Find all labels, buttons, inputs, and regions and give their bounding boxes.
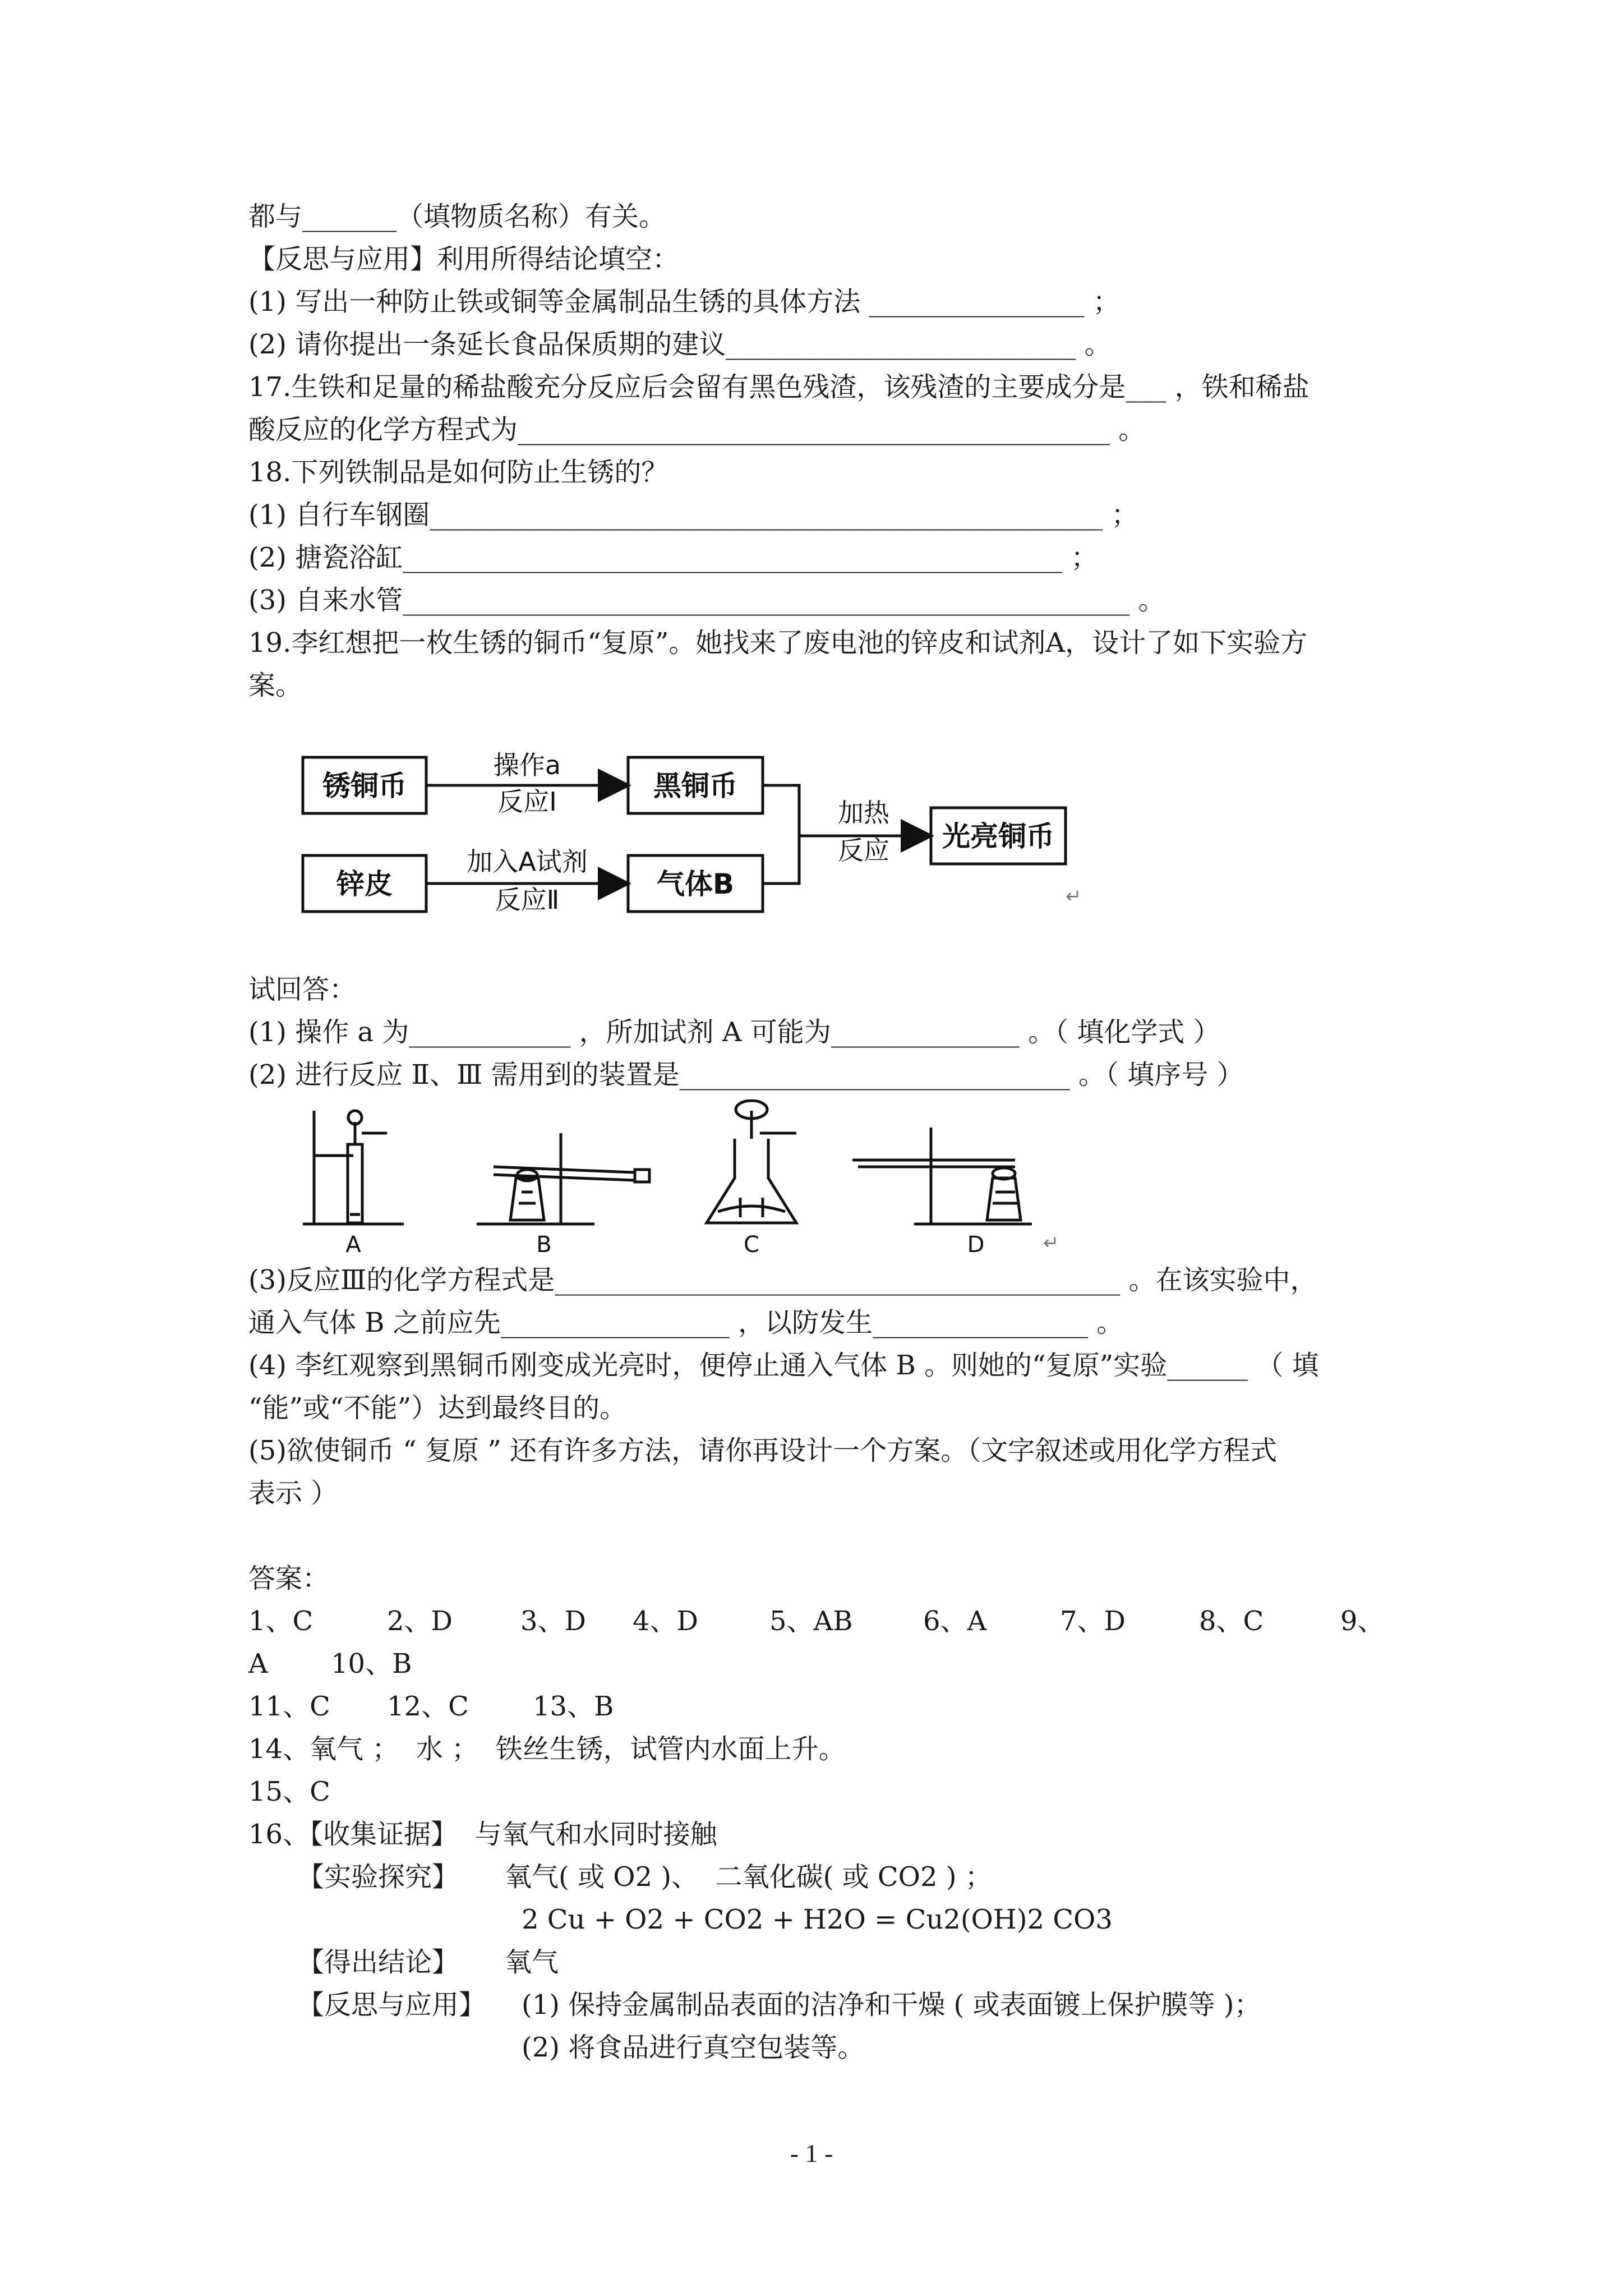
answers-heading: 答案： (248, 1563, 330, 1594)
text-line: 表示 ） (248, 1478, 338, 1509)
return-mark: ↵ (1043, 1232, 1059, 1254)
text-line: 都与_______（填物质名称）有关。 (248, 201, 666, 232)
apparatus-a (303, 1111, 404, 1224)
reflection-item-2: (2) 将食品进行真空包装等。 (522, 2032, 865, 2063)
reflection-label: 【反思与应用】 (297, 1989, 486, 2021)
answer-item: 5、AB (769, 1605, 853, 1637)
join-bracket (763, 785, 799, 884)
apparatus-diagram (292, 1099, 1110, 1257)
box-zinc-label: 锌皮 (336, 868, 393, 900)
apparatus-b-label: B (536, 1232, 552, 1257)
arrow-1-bottom-label: 反应Ⅰ (497, 786, 557, 817)
chemical-equation: 2 Cu + O2 + CO2 + H2O = Cu2(OH)2 CO3 (522, 1904, 1113, 1935)
apparatus-d (852, 1128, 1032, 1224)
answer-item: 7、D (1060, 1605, 1126, 1637)
box-black-coin-label: 黑铜币 (653, 770, 737, 802)
text-line: (5)欲使铜币 “ 复原 ” 还有许多方法，请你再设计一个方案。（文字叙述或用化学方程式 (248, 1435, 1278, 1466)
answer-item: 4、D (633, 1605, 699, 1637)
answer-item: 10、B (331, 1648, 412, 1680)
flow-diagram (292, 740, 1110, 920)
arrow-2-bottom-label: 反应Ⅱ (495, 885, 560, 915)
apparatus-b (477, 1133, 649, 1224)
conclusion-text: 氧气 (505, 1947, 559, 1978)
arrow-1-top-label: 操作a (493, 750, 561, 780)
reflection-item-1: (1) 保持金属制品表面的洁净和干燥 ( 或表面镀上保护膜等 )； (522, 1989, 1261, 2021)
experiment-label: 【实验探究】 (297, 1861, 459, 1893)
answer-item: 11、C (248, 1691, 330, 1722)
text-line: 通入气体 B 之前应先_________________ ，以防发生________________ 。 (248, 1307, 1124, 1338)
question-17: 17.生铁和足量的稀盐酸充分反应后会留有黑色残渣，该残渣的主要成分是___ ，铁和稀盐 (248, 371, 1310, 403)
box-gas-b-label: 气体B (656, 868, 735, 900)
arrow-2-top-label: 加入A试剂 (467, 846, 588, 877)
text-line: 案。 (248, 670, 303, 701)
text-line: 【反思与应用】利用所得结论填空： (248, 243, 680, 275)
answer-item: 3、D (520, 1605, 587, 1637)
answer-item: 8、C (1199, 1605, 1264, 1637)
apparatus-c-label: C (744, 1232, 759, 1257)
text-line: (3) 自来水管______________________________________________________ 。 (248, 585, 1165, 616)
answer-item: 13、B (533, 1691, 614, 1722)
text-line: (1) 自行车钢圈__________________________________________________ ； (248, 499, 1138, 531)
box-rusty-coin-label: 锈铜币 (322, 770, 407, 802)
text-line: (2) 进行反应 Ⅱ、Ⅲ 需用到的装置是_____________________________ 。（ 填序号 ） (248, 1059, 1244, 1091)
question-18: 18.下列铁制品是如何防止生锈的？ (248, 457, 668, 488)
answer-16: 16、【收集证据】 与氧气和水同时接触 (248, 1819, 717, 1850)
question-19: 19.李红想把一枚生锈的铜币“复原”。她找来了废电池的锌皮和试剂A，设计了如下实验方 (248, 627, 1308, 659)
join-bottom-label: 反应 (838, 835, 889, 866)
text-line: “能”或“不能”）达到最终目的。 (248, 1392, 627, 1424)
box-shiny-coin-label: 光亮铜币 (942, 820, 1054, 853)
text-line: (1) 写出一种防止铁或铜等金属制品生锈的具体方法 ________________ ； (248, 286, 1120, 318)
apparatus-d-label: D (967, 1232, 985, 1257)
text-line: (4) 李红观察到黑铜币刚变成光亮时，便停止通入气体 B 。则她的“复原”实验______ （ 填 (248, 1350, 1319, 1381)
apparatus-c (707, 1101, 796, 1223)
join-top-label: 加热 (838, 798, 889, 828)
return-mark: ↵ (1066, 885, 1082, 908)
experiment-text: 氧气( 或 O2 )、 二氧化碳( 或 CO2 ) ； (505, 1861, 992, 1893)
text-line: 酸反应的化学方程式为____________________________________________ 。 (248, 414, 1146, 445)
conclusion-label: 【得出结论】 (297, 1947, 459, 1978)
text-line: (1) 操作 a 为____________ ，所加试剂 A 可能为______________ 。（ 填化学式 ） (248, 1016, 1220, 1048)
answer-item: 9、 (1340, 1605, 1385, 1637)
text-line: (3)反应Ⅲ的化学方程式是__________________________________________ 。在该实验中， (248, 1264, 1317, 1296)
answer-item: A (248, 1648, 268, 1680)
answer-15: 15、C (248, 1776, 330, 1807)
text-line: 试回答： (248, 974, 357, 1005)
page-number: - 1 - (790, 2139, 833, 2168)
answer-item: 12、C (387, 1691, 469, 1722)
answer-item: 2、D (387, 1605, 453, 1637)
answer-item: 6、A (923, 1605, 987, 1637)
text-line: (2) 请你提出一条延长食品保质期的建议__________________________ 。 (248, 329, 1112, 360)
answer-item: 1、C (248, 1605, 313, 1637)
answer-14: 14、氧气 ； 水 ； 铁丝生锈，试管内水面上升。 (248, 1733, 846, 1765)
apparatus-a-label: A (345, 1232, 361, 1257)
text-line: (2) 搪瓷浴缸_________________________________________________ ； (248, 542, 1098, 573)
